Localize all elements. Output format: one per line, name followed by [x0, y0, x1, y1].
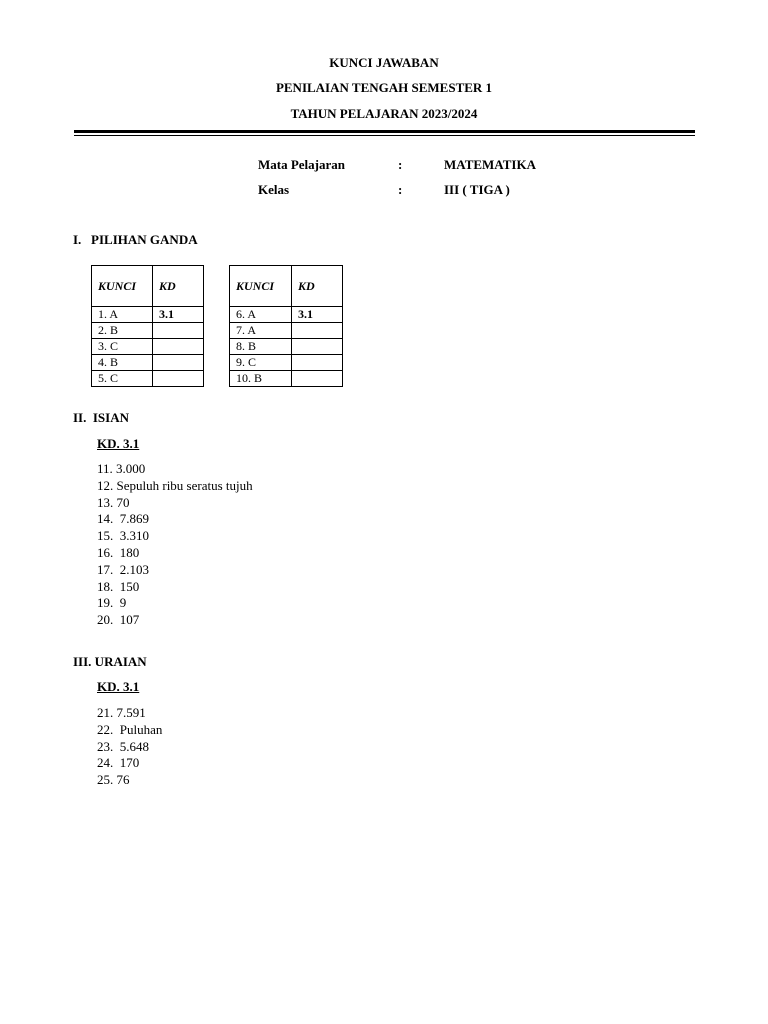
answer-kd	[292, 355, 343, 371]
answer-table-right	[229, 265, 343, 387]
answer-key: 2. B	[92, 323, 153, 339]
header-line-3: TAHUN PELAJARAN 2023/2024	[290, 106, 478, 121]
list-item: 11. 3.000	[97, 461, 146, 476]
header-line-1: KUNCI JAWABAN	[329, 55, 439, 70]
section-1-title: I. PILIHAN GANDA	[73, 232, 198, 247]
answer-kd	[292, 323, 343, 339]
list-item: 20. 107	[97, 612, 140, 628]
section-2-title: II. ISIAN	[73, 410, 129, 425]
table-row	[230, 307, 343, 323]
table-row	[230, 371, 343, 387]
header-rule-thin	[74, 135, 695, 136]
answer-key: 7. A	[230, 323, 292, 339]
answer-key: 1. A	[92, 307, 153, 323]
table-row	[92, 371, 204, 387]
answer-key: 4. B	[92, 355, 153, 371]
list-item: 18. 150	[97, 578, 140, 594]
list-item: 23. 5.648	[97, 738, 149, 754]
answer-kd	[153, 371, 204, 387]
answer-key: 5. C	[92, 371, 153, 387]
table-row	[230, 339, 343, 355]
answer-kd	[292, 339, 343, 355]
answer-kd	[153, 355, 204, 371]
header-rule-thick	[74, 130, 695, 133]
section-3-answer-list	[97, 705, 162, 789]
table-row	[92, 307, 204, 323]
class-value: III ( TIGA )	[444, 182, 510, 197]
answer-key: 6. A	[230, 307, 292, 323]
subject-label: Mata Pelajaran	[258, 157, 346, 172]
col-header-kunci: KUNCI	[92, 266, 153, 307]
section-2-answer-list	[97, 461, 253, 629]
list-item: 22. Puluhan	[97, 721, 163, 737]
list-item: 21. 7.591	[97, 705, 146, 720]
section-3-kd-heading: KD. 3.1	[97, 679, 140, 694]
table-row	[92, 355, 204, 371]
list-item: 14. 7.869	[97, 511, 149, 527]
section-2-kd-heading: KD. 3.1	[97, 436, 140, 451]
answer-kd: 3.1	[292, 307, 343, 323]
header-line-2: PENILAIAN TENGAH SEMESTER 1	[275, 80, 493, 95]
answer-kd	[153, 339, 204, 355]
subject-value: MATEMATIKA	[444, 157, 536, 172]
table-row	[92, 339, 204, 355]
list-item: 12. Sepuluh ribu seratus tujuh	[97, 477, 253, 493]
answer-key: 3. C	[92, 339, 153, 355]
list-item: 24. 170	[97, 755, 140, 771]
list-item: 19. 9	[97, 595, 127, 611]
answer-table-left	[91, 265, 204, 387]
list-item: 17. 2.103	[97, 561, 149, 577]
class-colon: :	[398, 182, 403, 197]
answer-key: 8. B	[230, 339, 292, 355]
col-header-kunci: KUNCI	[230, 266, 292, 307]
answer-kd	[292, 371, 343, 387]
table-row	[230, 323, 343, 339]
list-item: 15. 3.310	[97, 528, 149, 544]
list-item: 16. 180	[97, 544, 140, 560]
table-row	[92, 323, 204, 339]
list-item: 25. 76	[97, 772, 130, 788]
class-label: Kelas	[258, 182, 290, 197]
list-item: 13. 70	[97, 494, 130, 510]
table-row	[230, 355, 343, 371]
answer-key: 10. B	[230, 371, 292, 387]
subject-colon: :	[398, 157, 403, 172]
section-3-title: III. URAIAN	[73, 654, 147, 669]
answer-kd: 3.1	[153, 307, 204, 323]
answer-key: 9. C	[230, 355, 292, 371]
col-header-kd: KD	[292, 266, 343, 307]
col-header-kd: KD	[153, 266, 204, 307]
answer-kd	[153, 323, 204, 339]
